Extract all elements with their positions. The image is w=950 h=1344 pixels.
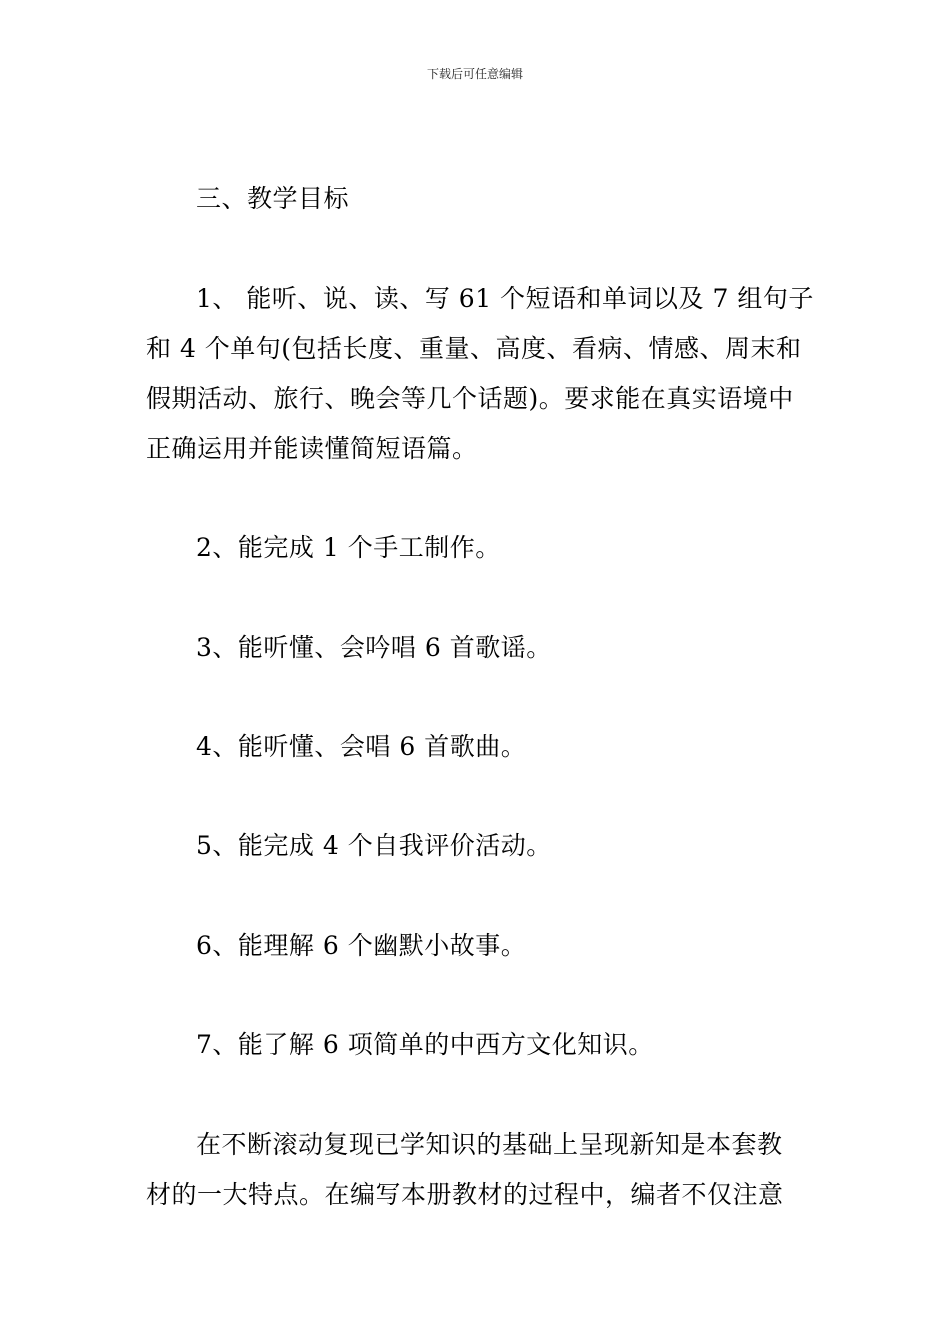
goal-6: 6、能理解 6 个幽默小故事。	[196, 931, 527, 960]
goal-1-line-3: 假期活动、旅行、晚会等几个话题)。要求能在真实语境中	[146, 384, 794, 413]
goal-5: 5、能完成 4 个自我评价活动。	[196, 831, 552, 860]
goal-1-line-4: 正确运用并能读懂简短语篇。	[146, 434, 478, 463]
goal-7: 7、能了解 6 项简单的中西方文化知识。	[196, 1030, 654, 1059]
goal-4: 4、能听懂、会唱 6 首歌曲。	[196, 732, 527, 761]
closing-line-2: 材的一大特点。在编写本册教材的过程中，编者不仅注意	[146, 1180, 784, 1209]
goal-3: 3、能听懂、会吟唱 6 首歌谣。	[196, 633, 552, 662]
section-title: 三、教学目标	[196, 184, 350, 213]
closing-line-1: 在不断滚动复现已学知识的基础上呈现新知是本套教	[196, 1130, 783, 1159]
goal-2: 2、能完成 1 个手工制作。	[196, 533, 501, 562]
goal-1-line-1: 1、 能听、说、读、写 61 个短语和单词以及 7 组句子	[196, 284, 814, 313]
goal-1-line-2: 和 4 个单句(包括长度、重量、高度、看病、情感、周末和	[146, 334, 802, 363]
header-note: 下载后可任意编辑	[426, 67, 523, 81]
